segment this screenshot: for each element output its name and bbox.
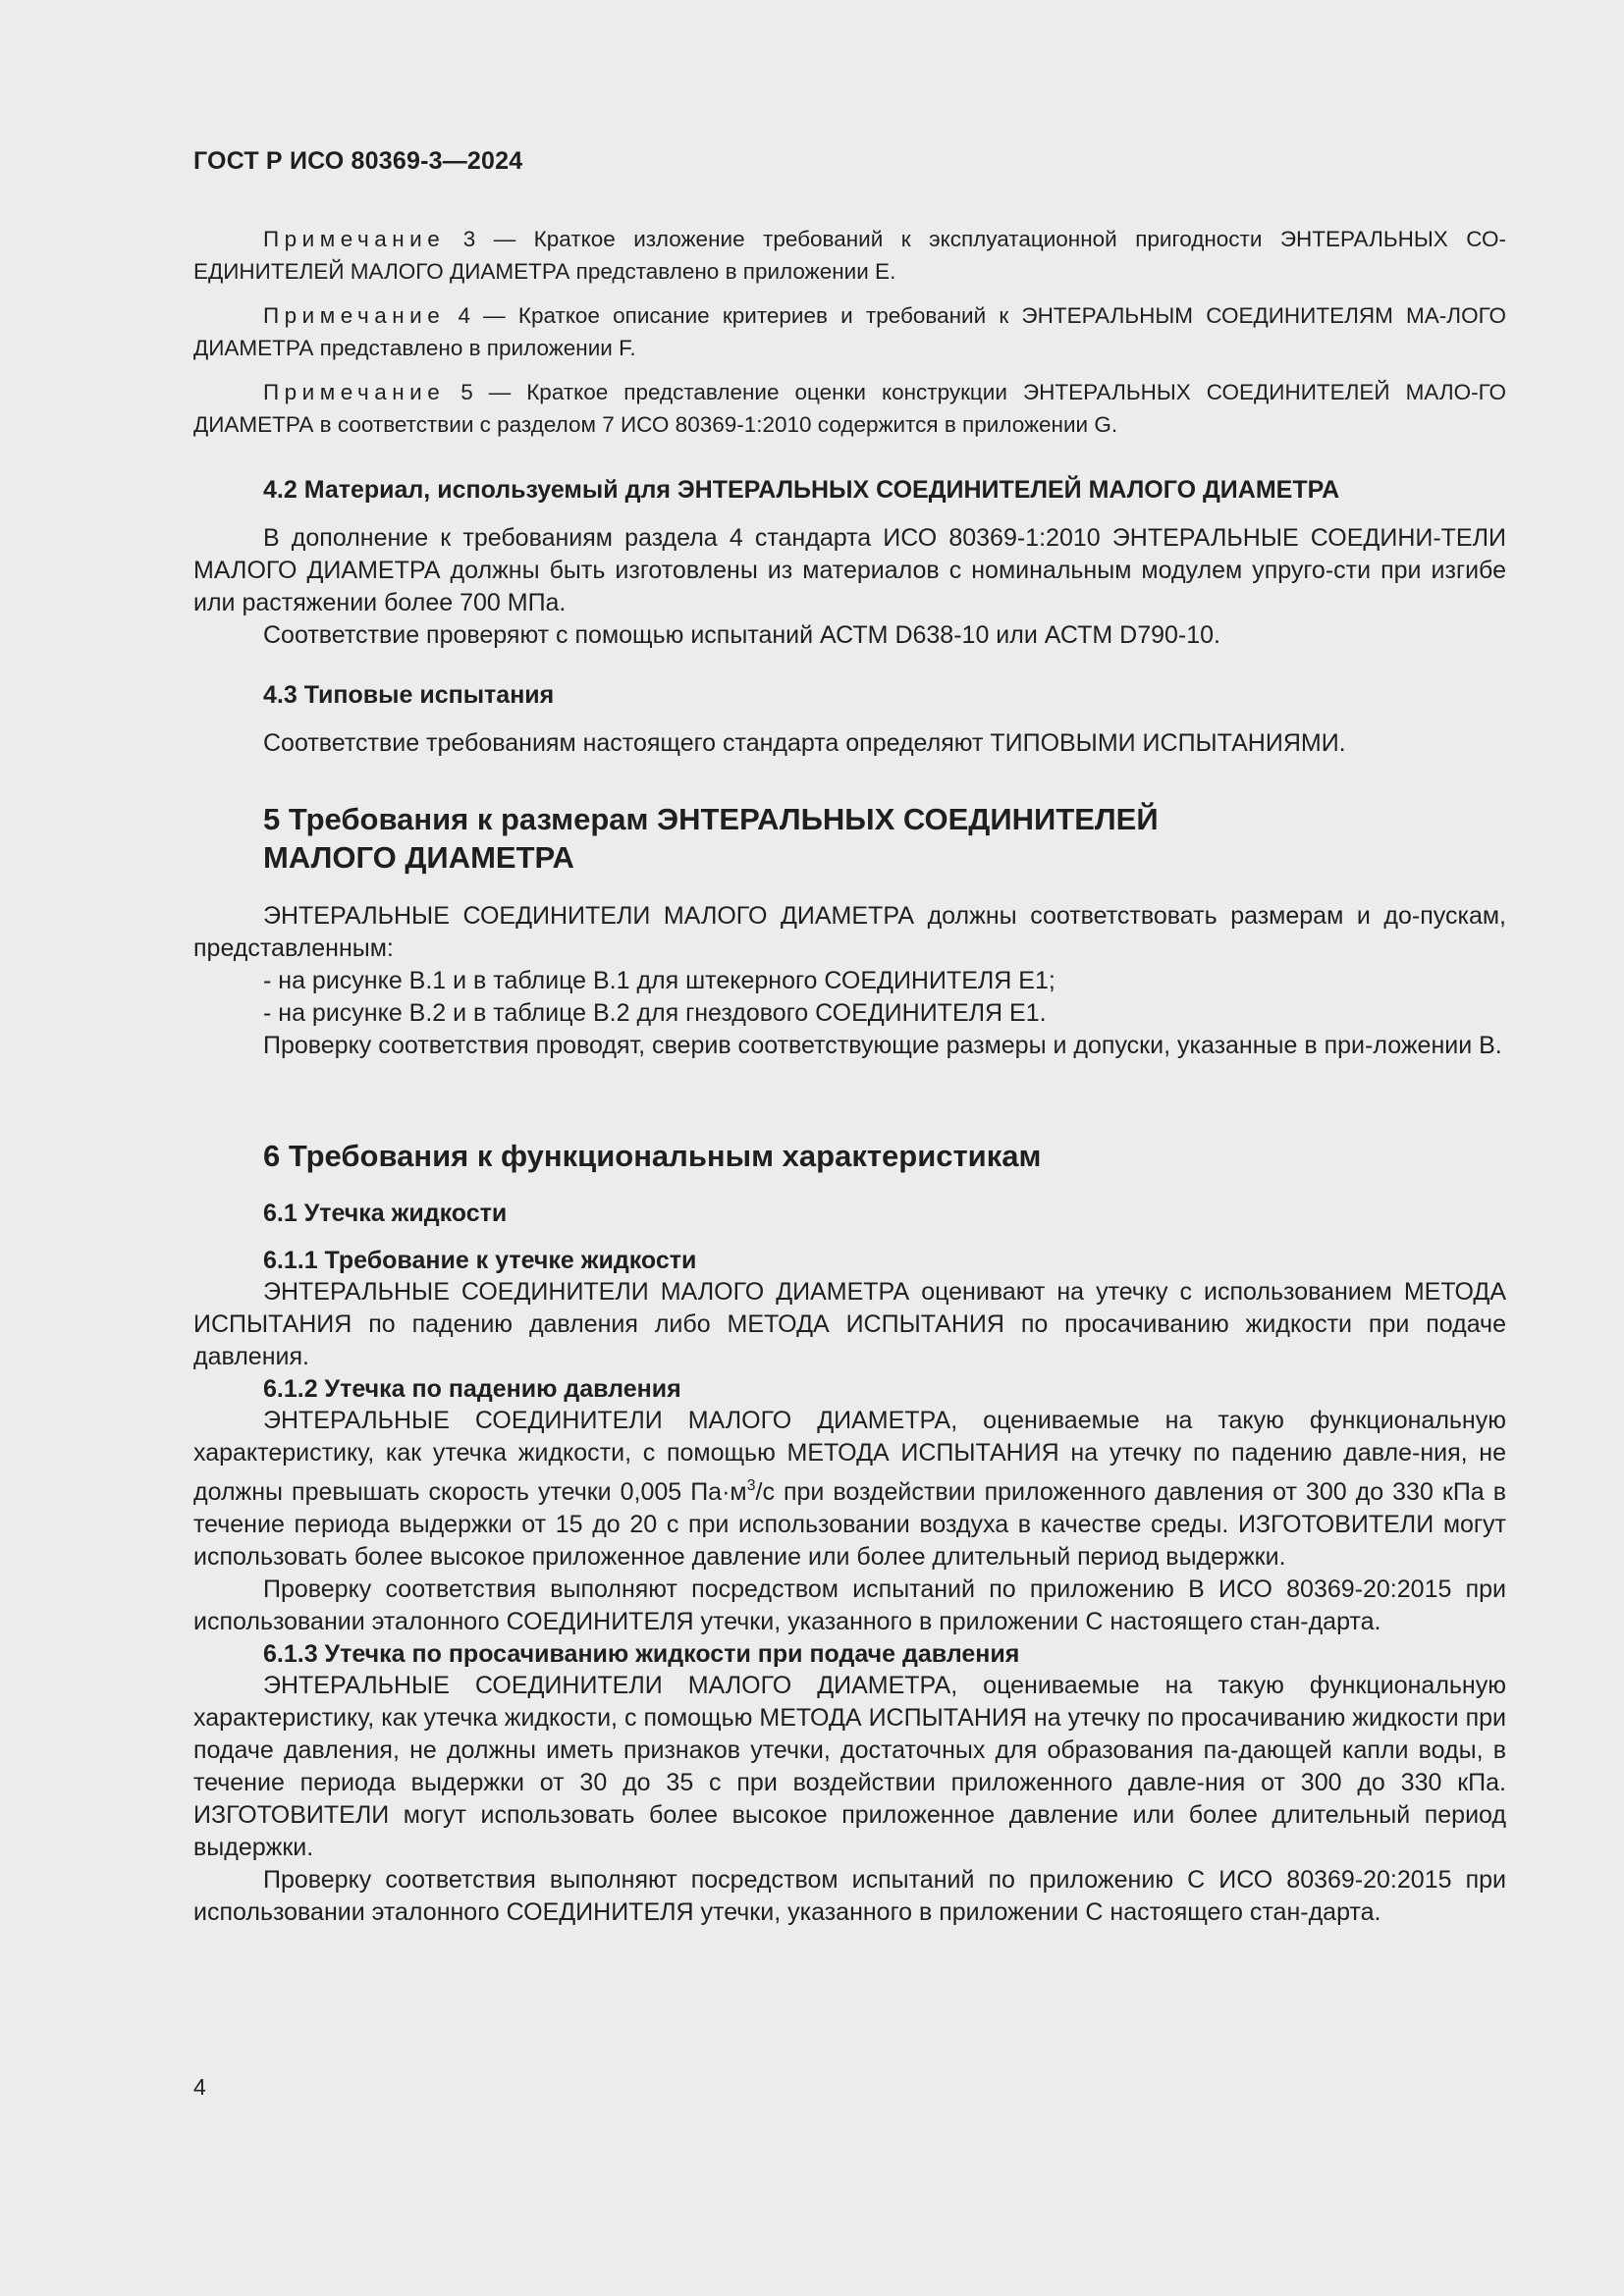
note-label: Примечание — [263, 303, 446, 328]
section-5-heading-line-2: МАЛОГО ДИАМЕТРА — [263, 840, 574, 875]
section-4-3 — [193, 679, 1506, 711]
section-4-2-paragraph-1: В дополнение к требованиям раздела 4 стандарта ИСО 80369-1:2010 ЭНТЕРАЛЬНЫЕ СОЕДИНИ-ТЕЛИ МАЛОГО ДИАМЕТРА должны быть изготовлены из материалов с номинальным модулем упруго-сти при изгибе или растяжении более 700 МПа. — [193, 524, 1506, 616]
section-6-1-heading-block — [193, 1198, 1506, 1229]
section-5-heading-line-1: 5 Требования к размерам ЭНТЕРАЛЬНЫХ СОЕДИНИТЕЛЕЙ — [263, 802, 1159, 836]
section-4-3-paragraph-1: Соответствие требованиям настоящего стандарта определяют ТИПОВЫМИ ИСПЫТАНИЯМИ. — [263, 729, 1346, 757]
section-6-1-2-heading: 6.1.2 Утечка по падению давления — [263, 1375, 681, 1403]
section-6-1-3-paragraph-2: Проверку соответствия выполняют посредством испытаний по приложению C ИСО 80369-20:2015 при использовании эталонного СОЕДИНИТЕЛЯ утечки, указанного в приложении C настоящего стан-дарта. — [193, 1866, 1506, 1926]
section-6-1-1-paragraph-1: ЭНТЕРАЛЬНЫЕ СОЕДИНИТЕЛИ МАЛОГО ДИАМЕТРА оценивают на утечку с использованием МЕТОДА ИСПЫТАНИЯ по падению давления либо МЕТОДА ИСПЫТАНИЯ по просачиванию жидкости при подаче давления. — [193, 1278, 1506, 1370]
note-label: Примечание — [263, 227, 446, 251]
section-4-3-body — [193, 727, 1506, 760]
note-text: 4 — Краткое описание критериев и требований к ЭНТЕРАЛЬНЫМ СОЕДИНИТЕЛЯМ МА-ЛОГО ДИАМЕТРА представлено в приложении F. — [193, 303, 1506, 360]
section-4-2-paragraph-2: Соответствие проверяют с помощью испытаний АСТМ D638-10 или АСТМ D790-10. — [263, 621, 1220, 649]
notes-block — [193, 223, 1506, 453]
document-id-header: ГОСТ Р ИСО 80369-3—2024 — [193, 147, 523, 175]
section-5-list-item-2: - на рисунке B.2 и в таблице B.2 для гнездового СОЕДИНИТЕЛЯ Е1. — [263, 999, 1047, 1027]
note-4 — [193, 299, 1506, 364]
section-4-3-heading: 4.3 Типовые испытания — [263, 681, 555, 709]
section-6-1-2-paragraph-2: Проверку соответствия выполняют посредством испытаний по приложению B ИСО 80369-20:2015 при использовании эталонного СОЕДИНИТЕЛЯ утечки, указанного в приложении C настоящего стан-дарта. — [193, 1575, 1506, 1635]
note-5 — [193, 376, 1506, 441]
note-text: 5 — Краткое представление оценки конструкции ЭНТЕРАЛЬНЫХ СОЕДИНИТЕЛЕЙ МАЛО-ГО ДИАМЕТРА в соответствии с разделом 7 ИСО 80369-1:2010 содержится в приложении G. — [193, 380, 1506, 437]
text-run: /с при воздействии приложенного давления от 300 до 330 кПа в течение периода выдержки от 15 до 20 с при использовании воздуха в качестве среды. ИЗГОТОВИТЕЛИ могут использовать более высокое приложенное давление или более длительный период выдержки. — [193, 1478, 1506, 1571]
section-6-heading: 6 Требования к функциональным характеристикам — [263, 1139, 1042, 1173]
note-text: 3 — Краткое изложение требований к эксплуатационной пригодности ЭНТЕРАЛЬНЫХ СО-ЕДИНИТЕЛЕЙ МАЛОГО ДИАМЕТРА представлено в приложении E. — [193, 227, 1506, 284]
section-4-2 — [193, 474, 1506, 506]
section-5-body — [193, 900, 1506, 1062]
section-5-list-item-1: - на рисунке B.1 и в таблице B.1 для штекерного СОЕДИНИТЕЛЯ Е1; — [263, 967, 1056, 994]
section-6-1-body — [193, 1245, 1506, 1929]
section-6-1-1-heading: 6.1.1 Требование к утечке жидкости — [263, 1247, 697, 1274]
section-6-1-3-paragraph-1: ЭНТЕРАЛЬНЫЕ СОЕДИНИТЕЛИ МАЛОГО ДИАМЕТРА, оцениваемые на такую функциональную характеристику, как утечка жидкости, с помощью МЕТОДА ИСПЫТАНИЯ на утечку по просачиванию жидкости при подаче давления, не должны иметь признаков утечки, достаточных для образования па-дающей капли воды, в течение периода выдержки от 30 до 35 с при воздействии приложенного давле-ния от 300 до 330 кПа. ИЗГОТОВИТЕЛИ могут использовать более высокое приложенное давление или более длительный период выдержки. — [193, 1672, 1506, 1861]
section-6-1-3-heading: 6.1.3 Утечка по просачиванию жидкости при подаче давления — [263, 1640, 1020, 1668]
section-5-paragraph-1: ЭНТЕРАЛЬНЫЕ СОЕДИНИТЕЛИ МАЛОГО ДИАМЕТРА должны соответствовать размерам и до-пускам, представленным: — [193, 902, 1506, 962]
note-3 — [193, 223, 1506, 288]
section-6-1-2-paragraph-1 — [193, 1405, 1506, 1574]
section-6-1-heading: 6.1 Утечка жидкости — [263, 1200, 508, 1227]
section-5-heading-block — [193, 800, 1506, 877]
note-label: Примечание — [263, 380, 446, 404]
section-4-2-heading: 4.2 Материал, используемый для ЭНТЕРАЛЬНЫХ СОЕДИНИТЕЛЕЙ МАЛОГО ДИАМЕТРА — [263, 476, 1340, 504]
superscript: 3 — [746, 1477, 756, 1494]
text-run: ЭНТЕРАЛЬНЫЕ СОЕДИНИТЕЛИ МАЛОГО ДИАМЕТРА, оцениваемые на такую функциональную характеристику, как утечка жидкости, с помощью МЕТОДА ИСПЫТАНИЯ на утечку по падению давле-ния, не должны превышать скорость утечки 0,005 Па·м — [193, 1407, 1506, 1506]
section-6-heading-block — [193, 1137, 1506, 1175]
page-number: 4 — [193, 2074, 206, 2100]
section-5-paragraph-2: Проверку соответствия проводят, сверив соответствующие размеры и допуски, указанные в при-ложении B. — [263, 1032, 1502, 1059]
section-4-2-body — [193, 522, 1506, 652]
